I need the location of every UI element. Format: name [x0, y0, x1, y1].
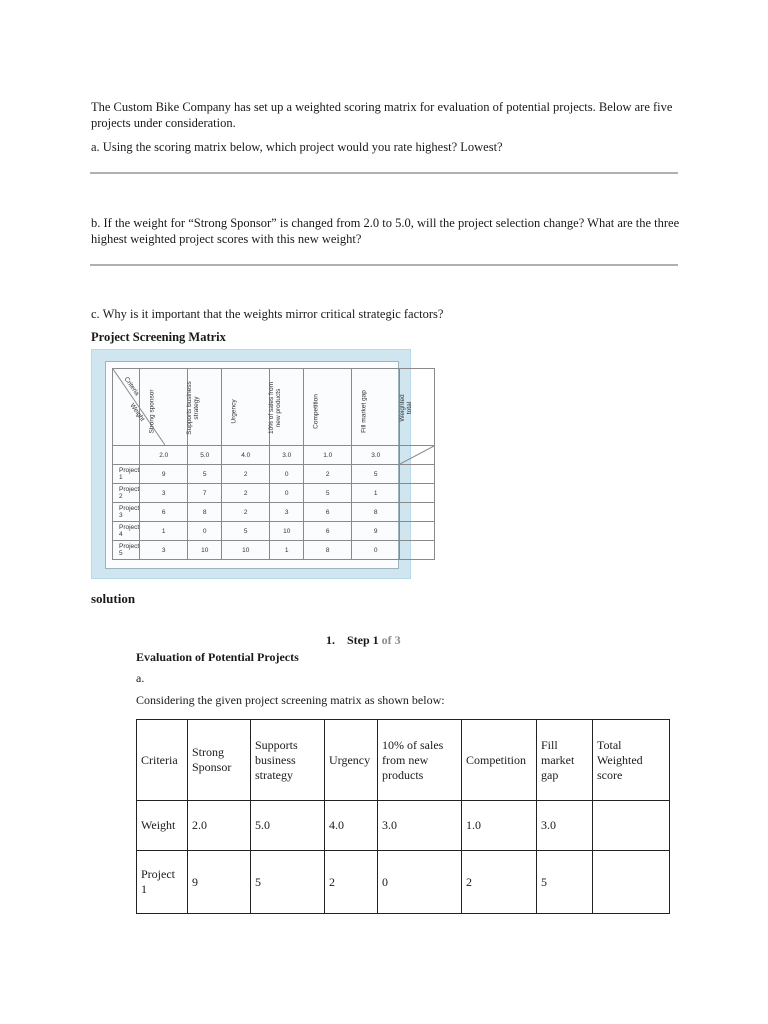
- table-row: Project 2 3 7 2 0 5 1: [113, 484, 435, 503]
- corner-cell: [113, 369, 146, 446]
- table-row: Weight 2.0 5.0 4.0 3.0 1.0 3.0: [137, 801, 670, 851]
- table-row: Project 5 3 10 10 1 8 0: [113, 541, 435, 560]
- table-row: Project 3 6 8 2 3 6 8: [113, 503, 435, 522]
- step-of: of 3: [381, 633, 401, 647]
- col-head: Urgency: [222, 369, 270, 446]
- answer-line-a: [90, 172, 678, 174]
- part-a-label: a.: [136, 671, 145, 685]
- corner-weight: Weight: [128, 402, 146, 423]
- screening-matrix-image: [91, 349, 411, 579]
- question-c: c. Why is it important that the weights mirror critical strategic factors?: [91, 307, 444, 321]
- header-cell: Total Weighted score: [593, 720, 670, 801]
- table-row: Project 4 1 0 5 10 6 9: [113, 522, 435, 541]
- header-cell: Criteria: [137, 720, 188, 801]
- intro-paragraph: The Custom Bike Company has set up a weighted scoring matrix for evaluation of potential projects. Below are five projects under consideration.: [91, 100, 673, 130]
- table-row: Project 1 9 5 2 0 2 5: [137, 851, 670, 914]
- table-header-row: [137, 720, 670, 801]
- col-head: Fill market gap: [352, 369, 400, 446]
- col-head: Weighted total: [400, 369, 435, 446]
- answer-line-b: [90, 264, 678, 266]
- weight-row: 2.0 5.0 4.0 3.0 1.0 3.0: [113, 446, 435, 465]
- step-number: 1.: [326, 633, 335, 647]
- consider-text: Considering the given project screening matrix as shown below:: [136, 693, 445, 707]
- header-cell: Urgency: [325, 720, 378, 801]
- question-a: a. Using the scoring matrix below, which project would you rate highest? Lowest?: [91, 140, 503, 154]
- col-head: 10% of sales from new products: [270, 369, 304, 446]
- question-b: b. If the weight for “Strong Sponsor” is changed from 2.0 to 5.0, will the project selection change? What are the three highest weighted project scores with this new weight?: [91, 216, 680, 246]
- matrix-title: Project Screening Matrix: [91, 330, 226, 344]
- header-cell: Supports business strategy: [251, 720, 325, 801]
- table-row: Project 1 9 5 2 0 2 5: [113, 465, 435, 484]
- step-label: Step 1: [347, 633, 379, 647]
- corner-criteria: Criteria: [122, 375, 141, 398]
- header-cell: Competition: [462, 720, 537, 801]
- col-head: Competition: [304, 369, 352, 446]
- corner-diagonal: [113, 369, 165, 445]
- header-cell: 10% of sales from new products: [378, 720, 462, 801]
- evaluation-title: Evaluation of Potential Projects: [136, 650, 299, 664]
- step-indicator: [326, 633, 401, 648]
- header-cell: Fill market gap: [537, 720, 593, 801]
- image-matrix-table: [112, 368, 435, 560]
- col-head: Supports business strategy: [188, 369, 222, 446]
- solution-table: [136, 719, 670, 914]
- col-head: Strong sponsor: [140, 369, 188, 446]
- weight-diagonal: [400, 446, 434, 464]
- header-cell: Strong Sponsor: [188, 720, 251, 801]
- solution-heading: solution: [91, 591, 136, 606]
